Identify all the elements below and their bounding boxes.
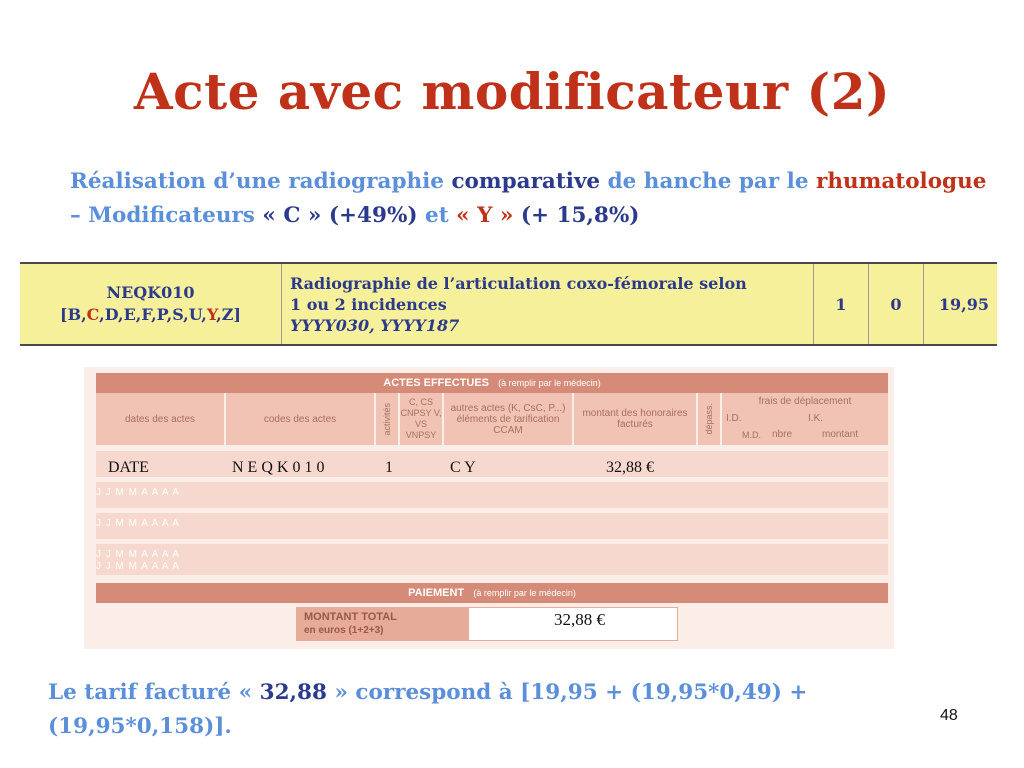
desc-line: 1 ou 2 incidences [290, 294, 447, 314]
actes-header-bar [96, 373, 888, 393]
page-number: 48 [940, 707, 958, 724]
form-row [96, 482, 888, 508]
col-md: M.D. [742, 430, 761, 440]
modifier-y: Y [206, 305, 217, 324]
col-codes: codes des actes [226, 393, 376, 445]
modifier-c: C [86, 305, 100, 324]
description-cell [282, 263, 814, 345]
subtitle-modifier-c: « C » (+49%) [262, 203, 418, 228]
price-cell: 19,95 [924, 263, 998, 345]
col-activites [376, 393, 400, 445]
modifier-text: ,Z] [216, 305, 241, 324]
entry-modifiers: C Y [450, 459, 476, 476]
actes-subheader: (à remplir par le médecin) [498, 378, 601, 388]
date-placeholder: J J M M A A A A [96, 549, 180, 560]
col-depass [698, 393, 722, 445]
montant-total-sub: en euros (1+2+3) [304, 625, 384, 636]
date-placeholder: J J M M A A A A [96, 487, 180, 498]
col-dates: dates des actes [96, 393, 226, 445]
desc-codes: YYYY030, YYYY187 [290, 315, 460, 335]
col-ccs: C, CS CNPSY V, VS VNPSY [400, 393, 444, 445]
col-montant-frais: montant [822, 429, 859, 440]
subtitle-comparative: comparative [451, 169, 601, 194]
form-row [96, 451, 888, 477]
act-code: NEQK010 [106, 283, 195, 302]
col-nbre: nbre [772, 429, 793, 440]
ccam-code-table [20, 262, 997, 346]
desc-line: Radiographie de l’articulation coxo-fémorale selon [290, 273, 747, 293]
slide-title: Acte avec modificateur (2) [133, 62, 891, 121]
montant-total-label-box [296, 607, 468, 641]
col-id: I.D. [726, 413, 742, 424]
conclusion-text [48, 676, 978, 744]
subtitle-text: – Modificateurs [70, 203, 263, 228]
table-row [20, 263, 997, 345]
modifier-list [28, 304, 273, 326]
col-frais: frais de déplacement [758, 396, 852, 407]
subtitle-text: et [417, 203, 457, 228]
col-ik: I.K. [808, 413, 824, 424]
code-cell [20, 263, 282, 345]
slide-subtitle [70, 165, 990, 233]
montant-total-label: MONTANT TOTAL [304, 611, 397, 623]
entry-activity: 1 [385, 459, 393, 476]
date-placeholder: J J M M A A A A [96, 518, 180, 529]
form-column-headers [96, 393, 888, 445]
col-montant: montant des honoraires facturés [574, 393, 698, 445]
paiement-header: PAIEMENT [408, 587, 465, 599]
subtitle-rhumatologue: rhumatologue [816, 169, 987, 194]
modifier-text: ,D,E,F,P,S,U, [99, 305, 207, 324]
phase-cell: 0 [869, 263, 924, 345]
col-depass-label: dépass. [703, 403, 714, 435]
activity-cell: 1 [814, 263, 869, 345]
col-autres: autres actes (K, CsC, P...) éléments de tarification CCAM [444, 393, 574, 445]
subtitle-modifier-y: « Y » [456, 203, 514, 228]
form-row [96, 561, 888, 575]
form-row [96, 513, 888, 539]
actes-header: ACTES EFFECTUES [383, 377, 489, 389]
conclusion-part: » correspond à [19,95 + (19,95*0,49) + (19,95*0,158)]. [48, 680, 808, 739]
paiement-header-bar [96, 583, 888, 603]
conclusion-amount: 32,88 [259, 680, 327, 705]
subtitle-text: de hanche par le [600, 169, 816, 194]
entry-date: DATE [108, 459, 149, 476]
subtitle-text: Réalisation d’une radiographie [70, 169, 452, 194]
conclusion-part: Le tarif facturé « [48, 680, 260, 705]
paiement-subheader: (à remplir par le médecin) [473, 588, 576, 598]
subtitle-modifier-y-rate: (+ 15,8%) [513, 203, 640, 228]
entry-amount: 32,88 € [606, 459, 654, 476]
modifier-text: [B, [60, 305, 87, 324]
col-activites-label: activités [381, 402, 392, 436]
entry-code: N E Q K 0 1 0 [232, 459, 325, 476]
care-sheet-form [84, 367, 894, 649]
date-placeholder: J J M M A A A A [96, 561, 180, 572]
montant-total-value: 32,88 € [554, 610, 605, 629]
